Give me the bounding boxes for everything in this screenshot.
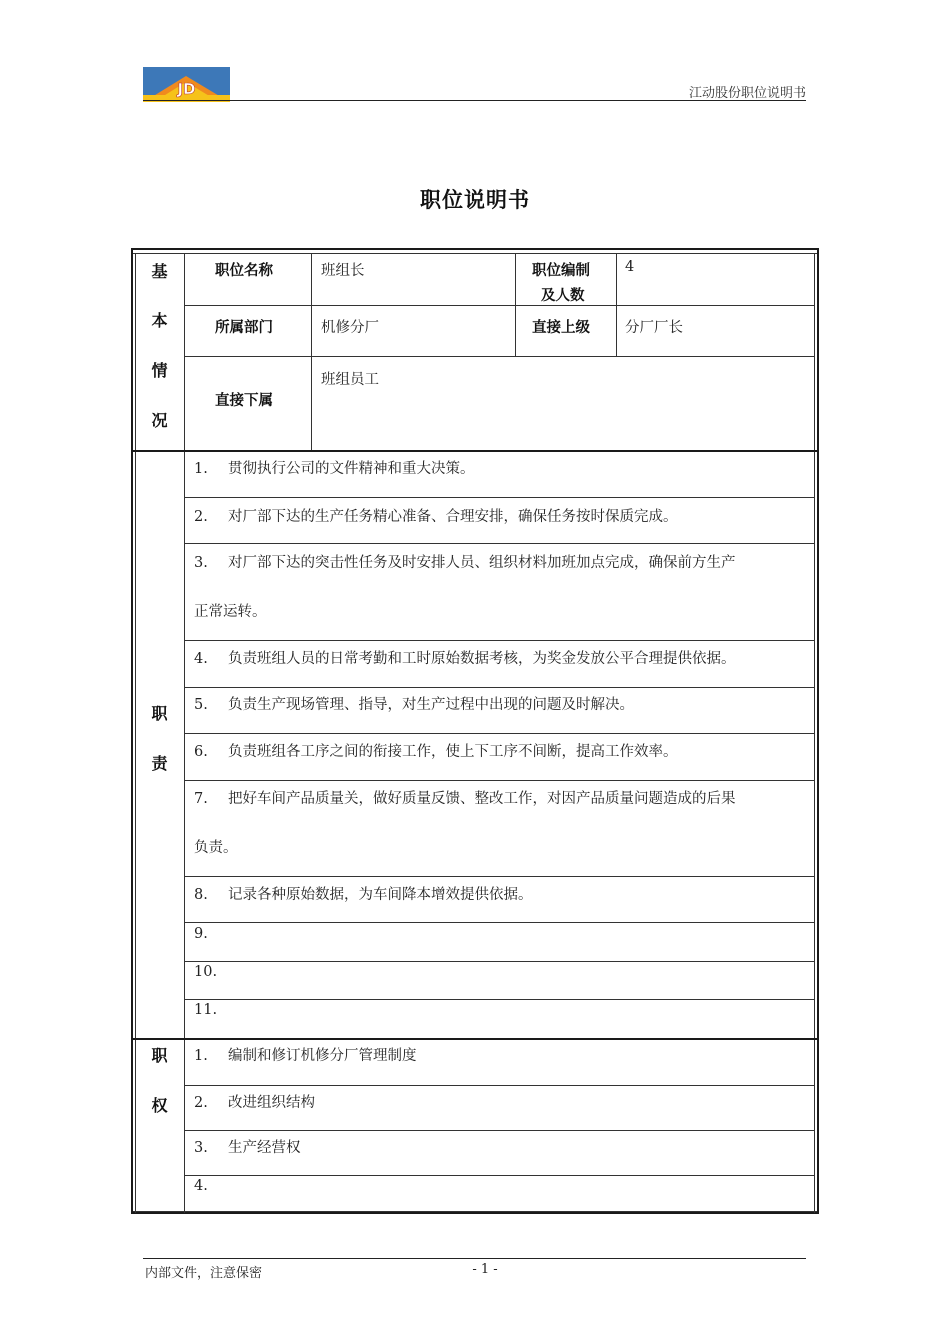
- logo-letters: JD: [177, 80, 196, 98]
- duty-number: 1.: [194, 461, 208, 477]
- duty-number: 6.: [194, 744, 208, 760]
- authority-text: 生产经营权: [228, 1140, 301, 1156]
- position-name-label: 职位名称: [215, 263, 273, 279]
- section-basic-char: 情: [151, 361, 168, 380]
- duty-row-rule: [184, 922, 814, 923]
- header-document-label: 江动股份职位说明书: [688, 86, 806, 101]
- footer-confidential-note: 内部文件，注意保密: [145, 1266, 263, 1281]
- section-rule-basic-duties: [133, 450, 817, 452]
- section-basic-char: 况: [151, 411, 168, 430]
- authority-number: 4.: [194, 1178, 208, 1194]
- department-label: 所属部门: [215, 320, 273, 336]
- duty-row-rule: [184, 876, 814, 877]
- headcount-value: 4: [625, 259, 635, 275]
- table-inner-left-rule: [135, 253, 136, 1213]
- duty-text: 记录各种原始数据，为车间降本增效提供依据。: [228, 887, 533, 903]
- company-logo: [143, 67, 230, 102]
- section-rule-duties-authority: [133, 1038, 817, 1040]
- table-inner-right-rule: [814, 253, 815, 1213]
- department-value: 机修分厂: [321, 320, 379, 336]
- headcount-label-line2: 及人数: [541, 288, 585, 304]
- duty-row-rule: [184, 961, 814, 962]
- authority-text: 改进组织结构: [228, 1095, 315, 1111]
- authority-row-rule: [184, 1085, 814, 1086]
- duty-text: 负责生产现场管理、指导，对生产过程中出现的问题及时解决。: [228, 697, 634, 713]
- section-duties-char: 职: [151, 704, 168, 723]
- duty-text: 对厂部下达的突击性任务及时安排人员、组织材料加班加点完成，确保前方生产: [228, 555, 736, 571]
- subordinate-value: 班组员工: [321, 372, 379, 388]
- duty-item: [194, 693, 634, 714]
- table-inner-bottom-rule: [133, 1211, 817, 1212]
- duty-text: 对厂部下达的生产任务精心准备、合理安排，确保任务按时保质完成。: [228, 509, 678, 525]
- duty-number: 3.: [194, 555, 208, 571]
- section-basic-char: 基: [151, 262, 168, 281]
- duty-item: [194, 647, 736, 668]
- authority-item: [194, 1091, 315, 1112]
- duty-text: 贯彻执行公司的文件精神和重大决策。: [228, 461, 475, 477]
- section-duties-char: 责: [151, 754, 168, 773]
- subordinate-label: 直接下属: [215, 393, 273, 409]
- duty-item: [194, 926, 228, 942]
- section-authority-char: 权: [151, 1096, 168, 1115]
- page-number: - 1 -: [472, 1262, 498, 1277]
- section-basic-char: 本: [151, 311, 168, 330]
- basic-label-column-divider: [311, 253, 312, 450]
- duty-item: [194, 964, 228, 980]
- duty-item: [194, 505, 678, 526]
- page-title: 职位说明书: [420, 188, 530, 212]
- duty-row-rule: [184, 999, 814, 1000]
- duty-row-rule: [184, 497, 814, 498]
- duty-row-rule: [184, 543, 814, 544]
- authority-item: [194, 1044, 417, 1065]
- duty-text: 把好车间产品质量关，做好质量反馈、整改工作，对因产品质量问题造成的后果: [228, 791, 736, 807]
- header-divider: [143, 100, 806, 101]
- superior-value: 分厂厂长: [625, 320, 683, 336]
- duty-number: 2.: [194, 509, 208, 525]
- duty-item: [194, 787, 736, 808]
- duty-item: [194, 740, 678, 761]
- duty-item: [194, 551, 736, 572]
- duty-number: 7.: [194, 791, 208, 807]
- duty-row-rule: [184, 687, 814, 688]
- duty-item: [194, 883, 533, 904]
- basic-row-rule: [184, 305, 814, 306]
- duty-text: 负责班组人员的日常考勤和工时原始数据考核，为奖金发放公平合理提供依据。: [228, 651, 736, 667]
- duty-row-rule: [184, 733, 814, 734]
- authority-text: 编制和修订机修分厂管理制度: [228, 1048, 417, 1064]
- headcount-label-line1: 职位编制: [532, 263, 590, 279]
- duty-number: 10.: [194, 964, 218, 980]
- footer-divider: [143, 1258, 806, 1259]
- authority-number: 1.: [194, 1048, 208, 1064]
- table-inner-top-rule: [133, 253, 817, 254]
- duty-number: 5.: [194, 697, 208, 713]
- duty-number: 4.: [194, 651, 208, 667]
- authority-item: [194, 1136, 301, 1157]
- duty-row-rule: [184, 780, 814, 781]
- authority-number: 3.: [194, 1140, 208, 1156]
- duty-row-rule: [184, 640, 814, 641]
- duty-number: 9.: [194, 926, 208, 942]
- authority-row-rule: [184, 1175, 814, 1176]
- position-name-value: 班组长: [321, 263, 365, 279]
- duty-item-continuation: 负责。: [194, 840, 238, 856]
- duty-item-continuation: 正常运转。: [194, 604, 267, 620]
- duty-item: [194, 1002, 228, 1018]
- section-authority-char: 职: [151, 1046, 168, 1065]
- duty-number: 11.: [194, 1002, 218, 1018]
- authority-number: 2.: [194, 1095, 208, 1111]
- duty-item: [194, 457, 475, 478]
- duty-text: 负责班组各工序之间的衔接工作，使上下工序不间断，提高工作效率。: [228, 744, 678, 760]
- basic-row-rule: [184, 356, 814, 357]
- superior-label: 直接上级: [532, 320, 590, 336]
- duty-number: 8.: [194, 887, 208, 903]
- authority-item: [194, 1178, 228, 1194]
- authority-row-rule: [184, 1130, 814, 1131]
